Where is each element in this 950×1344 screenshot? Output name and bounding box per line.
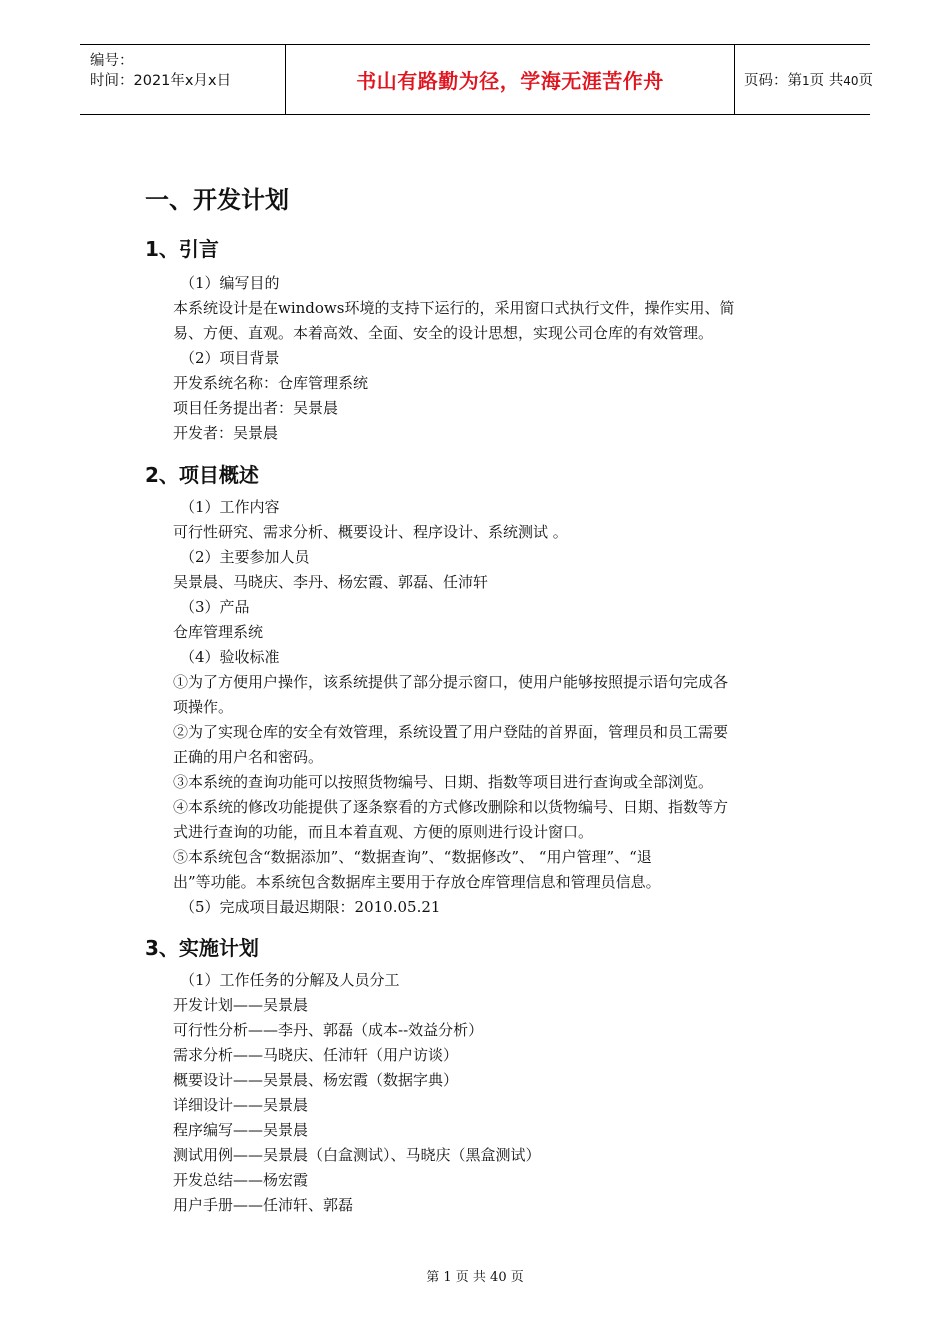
page-header: [80, 44, 874, 115]
subheading: （5）完成项目最迟期限：2010.05.21: [180, 898, 441, 916]
paragraph-line: 易、方便、直观。本着高效、全面、安全的设计思想，实现公司仓库的有效管理。: [173, 324, 714, 342]
task-line: 概要设计——吴景晨、杨宏霞（数据字典）: [173, 1071, 459, 1089]
paragraph-line: 式进行查询的功能，而且本着直观、方便的原则进行设计窗口。: [173, 823, 594, 841]
task-line: 需求分析——马晓庆、任沛轩（用户访谈）: [173, 1046, 459, 1064]
paragraph-line: ③本系统的查询功能可以按照货物编号、日期、指数等项目进行查询或全部浏览。: [173, 773, 714, 791]
section-heading: 2、项目概述: [145, 463, 259, 487]
subheading: （2）主要参加人员: [180, 548, 310, 566]
document-number-label: 编号：: [90, 53, 134, 69]
paragraph-line: 吴景晨、马晓庆、李丹、杨宏霞、郭磊、任沛轩: [173, 573, 489, 591]
header-page-info: 页码：第1页 共40页: [744, 73, 874, 89]
document-time-label: 时间：2021年x月x日: [90, 73, 232, 89]
paragraph-line: ④本系统的修改功能提供了逐条察看的方式修改删除和以货物编号、日期、指数等方: [173, 798, 729, 816]
task-line: 可行性分析——李丹、郭磊（成本--效益分析）: [173, 1021, 484, 1039]
paragraph-line: 项目任务提出者：吴景晨: [173, 399, 339, 417]
subheading: （1）工作任务的分解及人员分工: [180, 971, 400, 989]
paragraph-line: 可行性研究、需求分析、概要设计、程序设计、系统测试 。: [173, 523, 568, 541]
page-title: 一、开发计划: [145, 186, 289, 214]
paragraph-line: 项操作。: [173, 698, 234, 716]
page-footer: 第 1 页 共 40 页: [426, 1270, 524, 1285]
section-heading: 1、引言: [145, 237, 219, 261]
paragraph-line: 出”等功能。本系统包含数据库主要用于存放仓库管理信息和管理员信息。: [173, 873, 661, 891]
task-line: 开发计划——吴景晨: [173, 996, 309, 1014]
task-line: 开发总结——杨宏霞: [173, 1171, 309, 1189]
task-line: 程序编写——吴景晨: [173, 1121, 309, 1139]
section-heading: 3、实施计划: [145, 936, 259, 960]
task-line: 测试用例——吴景晨（白盒测试）、马晓庆（黑盒测试）: [173, 1146, 541, 1164]
task-line: 详细设计——吴景晨: [173, 1096, 309, 1114]
paragraph-line: 开发者：吴景晨: [173, 424, 279, 442]
paragraph-line: 正确的用户名和密码。: [173, 748, 324, 766]
paragraph-line: ①为了方便用户操作，该系统提供了部分提示窗口，使用户能够按照提示语句完成各: [173, 673, 729, 691]
paragraph-line: 开发系统名称：仓库管理系统: [173, 374, 369, 392]
subheading: （2）项目背景: [180, 349, 280, 367]
subheading: （3）产品: [180, 598, 250, 616]
paragraph-line: 仓库管理系统: [173, 623, 264, 641]
subheading: （1）工作内容: [180, 498, 280, 516]
header-motto: 书山有路勤为径，学海无涯苦作舟: [285, 45, 735, 114]
paragraph-line: ②为了实现仓库的安全有效管理，系统设置了用户登陆的首界面，管理员和员工需要: [173, 723, 729, 741]
task-line: 用户手册——任沛轩、郭磊: [173, 1196, 354, 1214]
subheading: （1）编写目的: [180, 274, 280, 292]
header-meta: [90, 51, 231, 91]
paragraph-line: ⑤本系统包含“数据添加”、“数据查询”、“数据修改”、 “用户管理”、“退: [173, 848, 652, 866]
paragraph-line: 本系统设计是在windows环境的支持下运行的，采用窗口式执行文件，操作实用、简: [173, 299, 735, 317]
subheading: （4）验收标准: [180, 648, 280, 666]
